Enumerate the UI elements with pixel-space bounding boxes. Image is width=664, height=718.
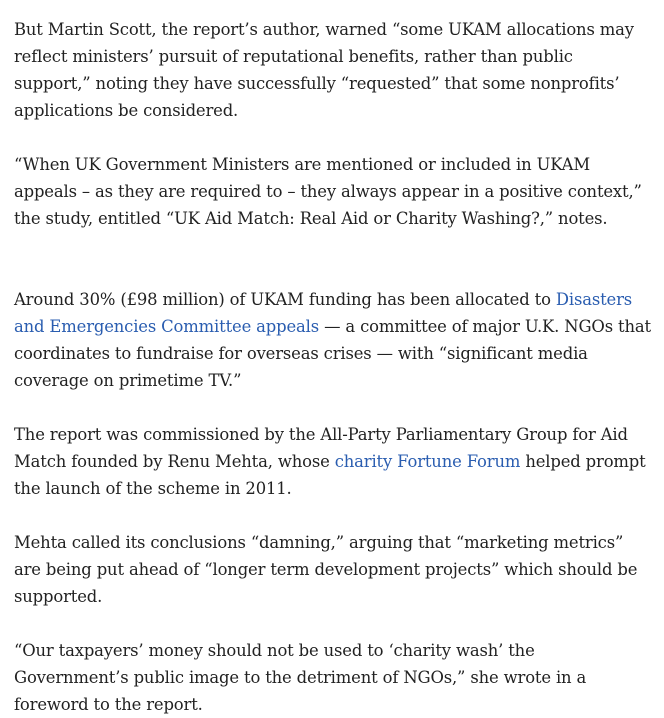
link-charity-fortune-forum[interactable]: charity Fortune Forum <box>334 452 521 471</box>
paragraph-report-commissioned <box>14 421 654 502</box>
paragraph-text: — a committee of major U.K. NGOs that coordinates to fundraise for overseas crises — with “significant media coverage on primetime TV.” <box>14 317 651 390</box>
paragraph-taxpayers-quote: “Our taxpayers’ money should not be used to ‘charity wash’ the Government’s public image to the detriment of NGOs,” she wrote in a foreword to the report. <box>14 641 587 714</box>
paragraph-text: Around 30% (£98 million) of UKAM funding has been allocated to <box>14 290 556 309</box>
link-disasters-emergencies-committee[interactable]: Disasters and Emergencies Committee appeals <box>14 290 633 336</box>
paragraph-text: The report was commissioned by the All-Party Parliamentary Group for Aid Match founded by Renu Mehta, whose <box>14 425 628 471</box>
paragraph-text: helped prompt the launch of the scheme in 2011. <box>14 452 646 498</box>
paragraph-ukam-funding <box>14 286 654 394</box>
paragraph-mehta-conclusions: Mehta called its conclusions “damning,” arguing that “marketing metrics” are being put ahead of “longer term development projects” which should be supported. <box>14 533 638 606</box>
paragraph-martin-scott-warning: But Martin Scott, the report’s author, warned “some UKAM allocations may reflect ministers’ pursuit of reputational benefits, rather than public support,” noting they have successfully “requested” that some nonprofits’ applications be considered. <box>14 20 634 120</box>
paragraph-study-quote: “When UK Government Ministers are mentioned or included in UKAM appeals – as they are required to – they always appear in a positive context,” the study, entitled “UK Aid Match: Real Aid or Charity Washing?,” notes. <box>14 155 642 228</box>
